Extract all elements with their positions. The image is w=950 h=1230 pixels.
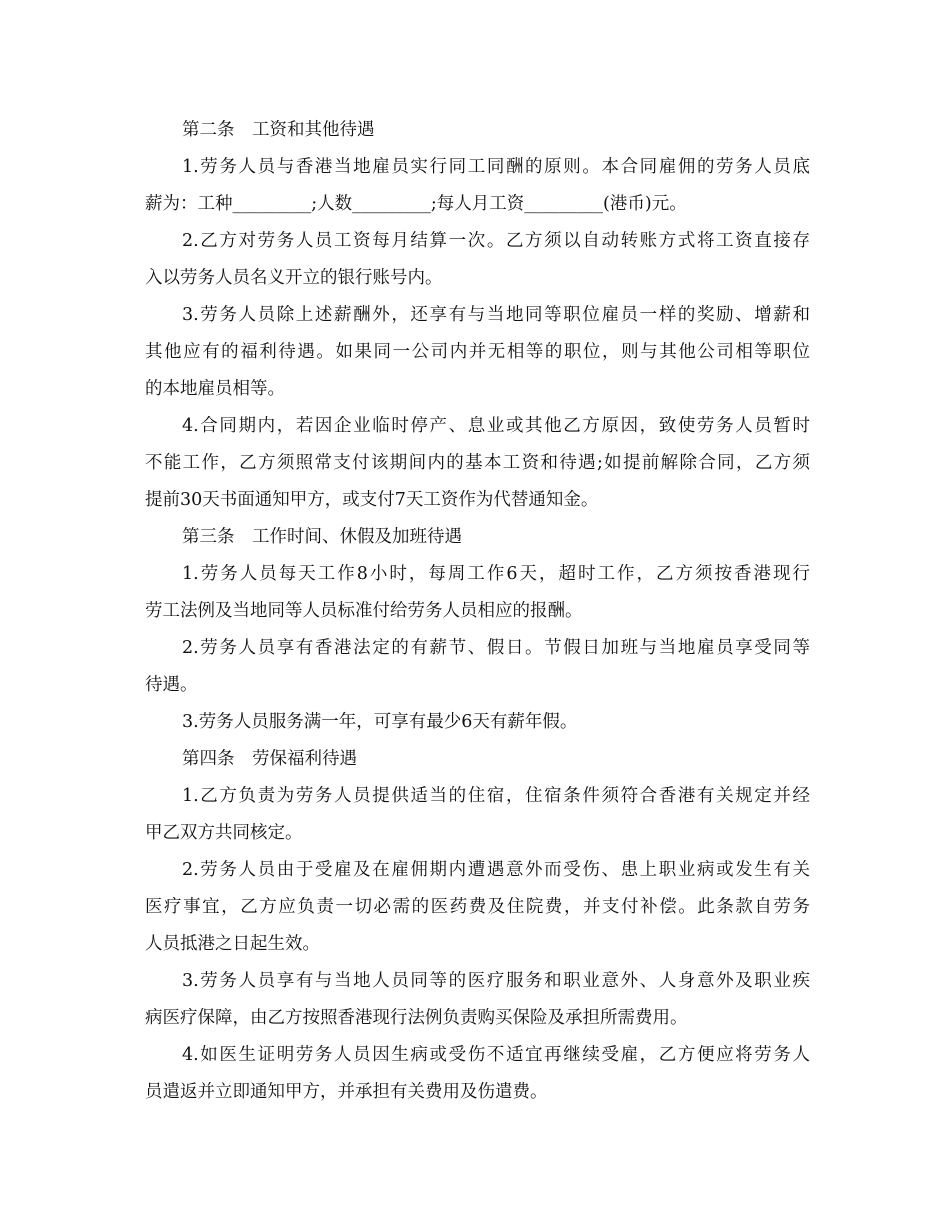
paragraph-line: 人员抵港之日起生效。 xyxy=(145,934,320,954)
paragraph-line: 不能工作，乙方须照常支付该期间内的基本工资和待遇;如提前解除合同，乙方须 xyxy=(145,453,810,473)
paragraph-line: 医疗事宜，乙方应负责一切必需的医药费及住院费，并支付补偿。此条款自劳务 xyxy=(145,897,810,917)
paragraph-line: 1.劳务人员与香港当地雇员实行同工同酬的原则。本合同雇佣的劳务人员底 xyxy=(182,157,810,177)
paragraph-line: 薪为：工种_________;人数_________;每人月工资_________(港币)元。 xyxy=(145,194,687,214)
paragraph-line: 劳工法例及当地同等人员标准付给劳务人员相应的报酬。 xyxy=(145,601,583,621)
paragraph-line: 3.劳务人员除上述薪酬外，还享有与当地同等职位雇员一样的奖励、增薪和 xyxy=(182,305,810,325)
paragraph-line: 3.劳务人员服务满一年，可享有最少6天有薪年假。 xyxy=(182,712,578,732)
section-heading: 第二条 工资和其他待遇 xyxy=(182,120,375,140)
section-heading: 第四条 劳保福利待遇 xyxy=(182,749,357,769)
paragraph-line: 2.乙方对劳务人员工资每月结算一次。乙方须以自动转账方式将工资直接存 xyxy=(182,231,810,251)
paragraph-line: 4.合同期内，若因企业临时停产、息业或其他乙方原因，致使劳务人员暂时 xyxy=(182,416,810,436)
paragraph-line: 的本地雇员相等。 xyxy=(145,379,285,399)
paragraph-line: 3.劳务人员享有与当地人员同等的医疗服务和职业意外、人身意外及职业疾 xyxy=(182,971,810,991)
paragraph-line: 其他应有的福利待遇。如果同一公司内并无相等的职位，则与其他公司相等职位 xyxy=(145,342,810,362)
section-heading: 第三条 工作时间、休假及加班待遇 xyxy=(182,527,462,547)
paragraph-line: 甲乙双方共同核定。 xyxy=(145,823,303,843)
document-page xyxy=(145,112,810,1111)
paragraph-line: 病医疗保障，由乙方按照香港现行法例负责购买保险及承担所需费用。 xyxy=(145,1008,688,1028)
paragraph-line: 1.劳务人员每天工作8小时，每周工作6天，超时工作，乙方须按香港现行 xyxy=(182,564,810,584)
paragraph-line: 入以劳务人员名义开立的银行账号内。 xyxy=(145,268,443,288)
paragraph-line: 提前30天书面通知甲方，或支付7天工资作为代替通知金。 xyxy=(145,490,599,510)
paragraph-line: 1.乙方负责为劳务人员提供适当的住宿，住宿条件须符合香港有关规定并经 xyxy=(182,786,810,806)
paragraph-line: 员遣返并立即通知甲方，并承担有关费用及伤遣费。 xyxy=(145,1082,548,1102)
paragraph-line: 4.如医生证明劳务人员因生病或受伤不适宜再继续受雇，乙方便应将劳务人 xyxy=(182,1045,810,1065)
paragraph-line: 待遇。 xyxy=(145,675,198,695)
paragraph-line: 2.劳务人员享有香港法定的有薪节、假日。节假日加班与当地雇员享受同等 xyxy=(182,638,810,658)
paragraph-line: 2.劳务人员由于受雇及在雇佣期内遭遇意外而受伤、患上职业病或发生有关 xyxy=(182,860,810,880)
